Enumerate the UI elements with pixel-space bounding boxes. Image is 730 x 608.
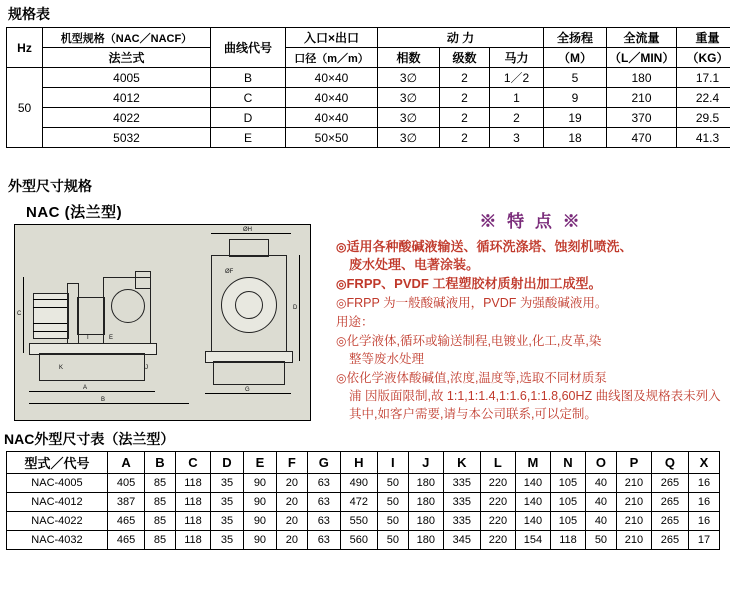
dim-cell: 118	[550, 531, 585, 550]
dim-cell: 180	[408, 512, 443, 531]
bullet-icon: ◎	[336, 334, 346, 348]
dim-header-M: M	[515, 452, 550, 474]
dim-cell: 35	[210, 493, 243, 512]
dim-cell: 118	[175, 474, 210, 493]
dim-cell: 50	[377, 474, 408, 493]
bullet-icon: ◎	[336, 277, 346, 291]
dimension-table	[6, 451, 720, 550]
dim-cell: 387	[107, 493, 144, 512]
feature-text: FRPP、PVDF 工程塑胶材质射出加工成型。	[346, 276, 601, 291]
middle-section	[0, 199, 730, 424]
dim-cell: 140	[515, 512, 550, 531]
spec-weight: 17.1	[677, 68, 730, 88]
dim-cell-model: NAC-4032	[7, 531, 108, 550]
dim-cell: 118	[175, 531, 210, 550]
dim-header-G: G	[307, 452, 340, 474]
feature-text-cont: 整等废水处理	[336, 350, 726, 368]
dim-cell: 180	[408, 474, 443, 493]
dim-cell: 550	[340, 512, 377, 531]
dim-header-E: E	[243, 452, 276, 474]
dim-cell: 210	[616, 474, 651, 493]
drawing-shaft-housing	[77, 297, 105, 335]
dim-cell: 85	[145, 512, 176, 531]
spec-header-hp: 马力	[490, 48, 544, 68]
drawing-front-frame	[213, 361, 285, 385]
spec-header-inout: 入口×出口	[286, 28, 378, 48]
dim-cell: 180	[408, 493, 443, 512]
spec-flow: 370	[607, 108, 677, 128]
spec-header-hz: Hz	[7, 28, 43, 68]
spec-weight: 29.5	[677, 108, 730, 128]
dim-cell: 490	[340, 474, 377, 493]
spec-inout: 40×40	[286, 108, 378, 128]
pump-dimension-drawing	[14, 224, 311, 421]
dim-cell: 20	[276, 531, 307, 550]
dim-cell: 40	[585, 493, 616, 512]
dim-cell: 405	[107, 474, 144, 493]
list-item	[336, 332, 726, 368]
drawing-column	[0, 199, 330, 421]
spec-header-poles: 级数	[440, 48, 490, 68]
dim-cell: 105	[550, 474, 585, 493]
dim-cell: 85	[145, 474, 176, 493]
spec-flow: 210	[607, 88, 677, 108]
spec-model: 4012	[43, 88, 211, 108]
drawing-base-frame	[39, 353, 145, 381]
dim-cell: 118	[175, 512, 210, 531]
drawing-label-B: B	[101, 397, 105, 403]
drawing-outlet-port	[135, 271, 151, 289]
drawing-dim-line-bottom-left	[29, 391, 155, 392]
dim-header-H: H	[340, 452, 377, 474]
list-item	[336, 238, 726, 274]
drawing-dim-line-top-right	[211, 233, 291, 234]
dim-cell: 265	[651, 531, 688, 550]
feature-text: 适用各种酸碱液输送、循环洗涤塔、蚀刻机喷洗、	[346, 239, 632, 254]
drawing-label-diaF: ØF	[225, 269, 233, 275]
dim-cell: 63	[307, 493, 340, 512]
spec-phase: 3∅	[378, 88, 440, 108]
dim-cell: 465	[107, 531, 144, 550]
feature-text: 用途：	[336, 315, 374, 329]
dim-cell: 560	[340, 531, 377, 550]
dim-header-D: D	[210, 452, 243, 474]
spec-section-title: 规格表	[8, 4, 730, 24]
list-item	[336, 313, 726, 331]
spec-header-model: 机型规格（NAC／NACF）	[43, 28, 211, 48]
spec-header-flow: 全流量	[607, 28, 677, 48]
dim-cell: 265	[651, 493, 688, 512]
dim-header-Q: Q	[651, 452, 688, 474]
dim-cell: 90	[243, 493, 276, 512]
dim-cell: 35	[210, 531, 243, 550]
dim-cell: 20	[276, 512, 307, 531]
dim-cell: 220	[480, 474, 515, 493]
spec-curve: E	[211, 128, 286, 148]
dim-cell: 140	[515, 493, 550, 512]
spec-header-curve: 曲线代号	[211, 28, 286, 68]
spec-hp: 1／2	[490, 68, 544, 88]
spec-header-head-unit: （M）	[544, 48, 607, 68]
spec-weight: 22.4	[677, 88, 730, 108]
spec-header-weight: 重量	[677, 28, 730, 48]
dim-cell: 220	[480, 493, 515, 512]
drawing-dim-line-vert-left	[23, 277, 24, 353]
dim-header-B: B	[145, 452, 176, 474]
dim-cell: 210	[616, 512, 651, 531]
dim-cell: 35	[210, 512, 243, 531]
dim-cell: 472	[340, 493, 377, 512]
dim-cell: 154	[515, 531, 550, 550]
bullet-icon: ◎	[336, 371, 346, 385]
dim-header-row	[7, 452, 720, 474]
dim-cell: 20	[276, 474, 307, 493]
drawing-label-I: I	[87, 335, 89, 341]
spec-hp: 3	[490, 128, 544, 148]
dim-header-O: O	[585, 452, 616, 474]
bullet-icon: ◎	[336, 296, 346, 310]
table-row	[7, 474, 720, 493]
drawing-dim-line-bottom-left2	[29, 403, 189, 404]
dim-cell: 63	[307, 474, 340, 493]
dim-cell: 335	[443, 493, 480, 512]
dim-cell: 220	[480, 512, 515, 531]
dim-header-L: L	[480, 452, 515, 474]
dim-cell: 50	[585, 531, 616, 550]
dim-cell: 16	[689, 512, 720, 531]
table-row	[7, 493, 720, 512]
dim-cell: 220	[480, 531, 515, 550]
dim-header-A: A	[107, 452, 144, 474]
spec-curve: B	[211, 68, 286, 88]
spec-head: 5	[544, 68, 607, 88]
spec-header-head: 全扬程	[544, 28, 607, 48]
drawing-fin-line-2	[33, 307, 67, 308]
dim-cell: 63	[307, 531, 340, 550]
drawing-label-G: G	[245, 387, 250, 393]
spec-model: 5032	[43, 128, 211, 148]
table-row	[7, 531, 720, 550]
features-list	[336, 238, 726, 423]
dim-cell: 210	[616, 493, 651, 512]
dim-cell: 105	[550, 512, 585, 531]
dim-cell: 40	[585, 512, 616, 531]
spec-weight: 41.3	[677, 128, 730, 148]
dim-cell: 90	[243, 531, 276, 550]
table-row	[7, 88, 730, 108]
feature-text: 化学液体,循环或输送制程,电镀业,化工,皮革,染	[346, 334, 601, 348]
dim-cell: 50	[377, 493, 408, 512]
drawing-dim-line-vert-right	[299, 255, 300, 361]
spec-phase: 3∅	[378, 128, 440, 148]
drawing-impeller-circle	[111, 289, 145, 323]
dim-cell: 140	[515, 474, 550, 493]
dim-table-title: NAC外型尺寸表（法兰型）	[4, 429, 730, 449]
list-item	[336, 294, 726, 312]
drawing-label-diaH: ØH	[243, 227, 252, 233]
spec-phase: 3∅	[378, 108, 440, 128]
spec-header-phase: 相数	[378, 48, 440, 68]
spec-poles: 2	[440, 68, 490, 88]
dim-cell: 335	[443, 474, 480, 493]
spec-inout: 40×40	[286, 88, 378, 108]
drawing-label-E: E	[109, 335, 113, 341]
dim-cell-model: NAC-4005	[7, 474, 108, 493]
outline-section-title: 外型尺寸规格	[8, 176, 730, 196]
spec-curve: D	[211, 108, 286, 128]
drawing-label-D: D	[293, 305, 297, 311]
drawing-label-J: J	[145, 365, 148, 371]
drawing-front-outlet	[229, 239, 269, 257]
drawing-label-K: K	[59, 365, 63, 371]
spec-model: 4022	[43, 108, 211, 128]
dim-cell: 180	[408, 531, 443, 550]
dim-cell: 465	[107, 512, 144, 531]
dim-header-F: F	[276, 452, 307, 474]
spec-head: 19	[544, 108, 607, 128]
dim-header-N: N	[550, 452, 585, 474]
spec-head: 9	[544, 88, 607, 108]
spec-hp: 1	[490, 88, 544, 108]
dim-cell: 40	[585, 474, 616, 493]
dim-cell-model: NAC-4022	[7, 512, 108, 531]
dim-cell: 345	[443, 531, 480, 550]
dim-cell: 90	[243, 474, 276, 493]
feature-text-cont: 废水处理、电著涂装。	[336, 256, 726, 274]
spec-head: 18	[544, 128, 607, 148]
dim-cell: 17	[689, 531, 720, 550]
dim-header-C: C	[175, 452, 210, 474]
dim-header-I: I	[377, 452, 408, 474]
dim-cell: 16	[689, 474, 720, 493]
dim-header-model: 型式／代号	[7, 452, 108, 474]
spec-poles: 2	[440, 88, 490, 108]
spec-header-row-2	[7, 48, 730, 68]
spec-inout: 50×50	[286, 128, 378, 148]
spec-header-model-sub: 法兰式	[43, 48, 211, 68]
spec-poles: 2	[440, 128, 490, 148]
dim-cell: 265	[651, 512, 688, 531]
spec-inout: 40×40	[286, 68, 378, 88]
features-column	[330, 199, 726, 424]
dim-cell: 210	[616, 531, 651, 550]
spec-hp: 2	[490, 108, 544, 128]
dim-cell-model: NAC-4012	[7, 493, 108, 512]
spec-model: 4005	[43, 68, 211, 88]
table-row	[7, 512, 720, 531]
spec-flow: 470	[607, 128, 677, 148]
drawing-fin-line-3	[33, 323, 67, 324]
spec-curve: C	[211, 88, 286, 108]
nac-flange-label: NAC (法兰型)	[26, 201, 330, 222]
drawing-dim-line-bottom-right	[205, 393, 291, 394]
feature-text: FRPP 为一般酸碱液用，PVDF 为强酸碱液用。	[346, 296, 607, 310]
spec-table	[6, 27, 730, 148]
bullet-icon: ◎	[336, 240, 346, 254]
dim-header-X: X	[689, 452, 720, 474]
dim-cell: 85	[145, 493, 176, 512]
spec-header-flow-unit: （L／MIN）	[607, 48, 677, 68]
dim-cell: 105	[550, 493, 585, 512]
dim-header-P: P	[616, 452, 651, 474]
dim-header-K: K	[443, 452, 480, 474]
drawing-label-C: C	[17, 311, 21, 317]
feature-text-cont: 浦 因版面限制,故 1:1,1:1.4,1:1.6,1:1.8,60HZ 曲线图及规格表未列入其中,如客户需要,请与本公司联系,可以定制。	[336, 387, 726, 423]
dim-cell: 20	[276, 493, 307, 512]
dim-cell: 50	[377, 512, 408, 531]
spec-header-power: 动 力	[378, 28, 544, 48]
dim-cell: 63	[307, 512, 340, 531]
dim-cell: 90	[243, 512, 276, 531]
list-item	[336, 369, 726, 423]
features-title: ※ 特 点 ※	[336, 207, 726, 232]
dim-cell: 85	[145, 531, 176, 550]
spec-header-row-1	[7, 28, 730, 48]
spec-header-weight-unit: （KG）	[677, 48, 730, 68]
drawing-fin-line-4	[33, 331, 67, 332]
spec-flow: 180	[607, 68, 677, 88]
dim-header-J: J	[408, 452, 443, 474]
spec-phase: 3∅	[378, 68, 440, 88]
table-row	[7, 108, 730, 128]
drawing-fin-line-1	[33, 299, 67, 300]
feature-text: 依化学液体酸碱值,浓度,温度等,选取不同材质泵	[346, 371, 606, 385]
drawing-front-bore-circle	[235, 291, 263, 319]
dim-cell: 35	[210, 474, 243, 493]
dim-cell: 16	[689, 493, 720, 512]
spec-header-inout-sub: 口径（m／m）	[286, 48, 378, 68]
dim-cell: 335	[443, 512, 480, 531]
dim-cell: 50	[377, 531, 408, 550]
dim-cell: 265	[651, 474, 688, 493]
dim-cell: 118	[175, 493, 210, 512]
spec-poles: 2	[440, 108, 490, 128]
table-row	[7, 128, 730, 148]
list-item	[336, 275, 726, 293]
spec-hz-value: 50	[7, 68, 43, 148]
table-row	[7, 68, 730, 88]
drawing-label-A: A	[83, 385, 87, 391]
